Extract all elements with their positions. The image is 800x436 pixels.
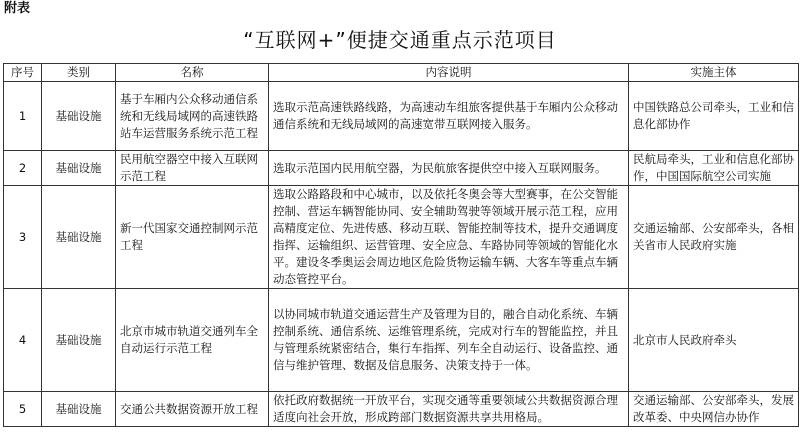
header-content: 内容说明 bbox=[269, 64, 629, 82]
row-implementer: 交通运输部、公安部牵头，发展改革委、中央网信办协作 bbox=[629, 392, 799, 427]
projects-table bbox=[3, 63, 799, 427]
row-name: 北京市城市轨道交通列车全自动运行示范工程 bbox=[116, 289, 269, 392]
table-row bbox=[4, 82, 799, 151]
row-number: 1 bbox=[4, 82, 42, 151]
table-row bbox=[4, 289, 799, 392]
table-row bbox=[4, 186, 799, 289]
row-content: 选取示范高速铁路线路，为高速动车组旅客提供基于车厢内公众移动通信系统和无线局域网的高速宽带互联网接入服务。 bbox=[269, 82, 629, 151]
row-category: 基础设施 bbox=[42, 151, 116, 186]
row-name: 基于车厢内公众移动通信系统和无线局域网的高速铁路站车运营服务系统示范工程 bbox=[116, 82, 269, 151]
row-name: 交通公共数据资源开放工程 bbox=[116, 392, 269, 427]
row-implementer: 民航局牵头，工业和信息化部协作，中国国际航空公司实施 bbox=[629, 151, 799, 186]
page-title: “互联网+”便捷交通重点示范项目 bbox=[243, 28, 557, 52]
row-name: 民用航空器空中接入互联网示范工程 bbox=[116, 151, 269, 186]
table-row bbox=[4, 392, 799, 427]
row-content: 依托政府数据统一开放平台，实现交通等重要领域公共数据资源合理适度向社会开放，形成跨部门数据资源共享共用格局。 bbox=[269, 392, 629, 427]
row-implementer: 交通运输部、公安部牵头，各相关省市人民政府实施 bbox=[629, 186, 799, 289]
row-number: 3 bbox=[4, 186, 42, 289]
table-row bbox=[4, 151, 799, 186]
row-category: 基础设施 bbox=[42, 392, 116, 427]
header-no: 序号 bbox=[4, 64, 42, 82]
header-implementer: 实施主体 bbox=[629, 64, 799, 82]
appendix-label: 附表 bbox=[4, 1, 31, 16]
header-name: 名称 bbox=[116, 64, 269, 82]
row-implementer: 北京市人民政府牵头 bbox=[629, 289, 799, 392]
row-content: 选取公路路段和中心城市，以及依托冬奥会等大型赛事，在公交智能控制、营运车辆智能协同、安全辅助驾驶等领域开展示范工程，应用高精度定位、先进传感、移动互联、智能控制等技术，提升交通调度指挥、运输组织、运营管理、安全应急、车路协同等领域的智能化水平。建设冬季奥运会周边地区危险货物运输车辆、大客车等重点车辆动态管控平台。 bbox=[269, 186, 629, 289]
row-category: 基础设施 bbox=[42, 289, 116, 392]
row-content: 选取示范国内民用航空器，为民航旅客提供空中接入互联网服务。 bbox=[269, 151, 629, 186]
row-name: 新一代国家交通控制网示范工程 bbox=[116, 186, 269, 289]
row-category: 基础设施 bbox=[42, 186, 116, 289]
row-implementer: 中国铁路总公司牵头，工业和信息化部协作 bbox=[629, 82, 799, 151]
row-content: 以协同城市轨道交通运营生产及管理为目的，融合自动化系统、车辆控制系统、通信系统、运维管理系统，完成对行车的智能监控，并且与管理系统紧密结合，集行车指挥、列车全自动运行、设备监控、通信与维护管理、数据及信息服务、决策支持于一体。 bbox=[269, 289, 629, 392]
header-category: 类别 bbox=[42, 64, 116, 82]
row-number: 4 bbox=[4, 289, 42, 392]
table-header-row bbox=[4, 64, 799, 82]
row-number: 2 bbox=[4, 151, 42, 186]
row-category: 基础设施 bbox=[42, 82, 116, 151]
row-number: 5 bbox=[4, 392, 42, 427]
